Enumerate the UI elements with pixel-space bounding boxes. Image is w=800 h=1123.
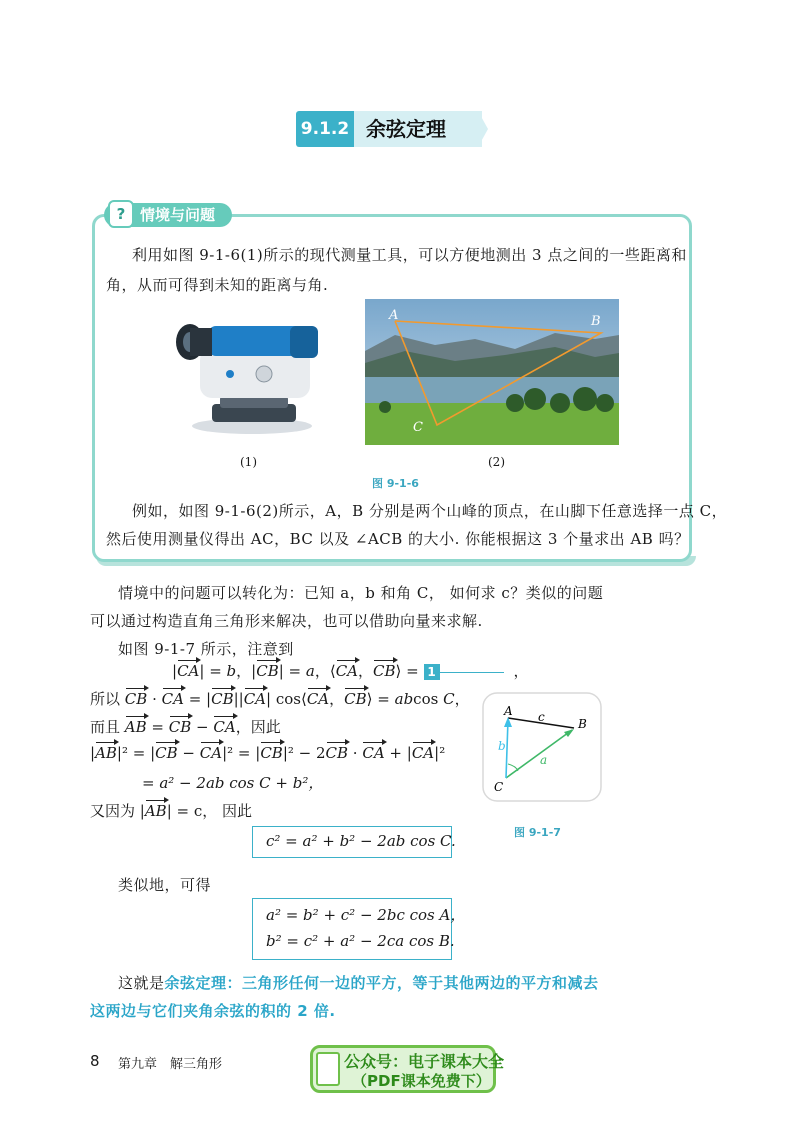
photo2-label-b: B <box>591 314 601 329</box>
book-icon <box>316 1052 340 1086</box>
cosine-law-variant-b: b² = c² + a² − 2ca cos B. <box>266 932 455 950</box>
section-header <box>296 111 490 147</box>
conclusion-prefix: 这就是 <box>118 974 165 992</box>
chapter-title: 第九章 解三角形 <box>118 1057 223 1072</box>
math-line6-suffix: ，因此 <box>235 718 281 736</box>
cosine-law-term: 余弦定理 <box>164 974 227 992</box>
section-title: 余弦定理 <box>354 111 482 147</box>
vertex-b-label: B <box>578 717 587 731</box>
photo1-caption: (1) <box>240 455 257 469</box>
vertex-a-label: A <box>504 704 513 718</box>
math-line9-prefix: 又因为 | <box>90 802 145 820</box>
situation-p1-line1: 利用如图 9-1-6(1)所示的现代测量工具，可以方便地测出 3 点之间的一些距离和 <box>132 246 687 264</box>
conclusion-statement-part1: ：三角形任何一边的平方，等于其他两边的平方和减去 <box>226 974 599 992</box>
side-a-label: a <box>540 753 548 767</box>
math-line-dot-product: 所以 CB · CA = |CB||CA| cos⟨CA，CB⟩ = abcos C， <box>90 690 470 708</box>
situation-p2-line1: 例如，如图 9-1-6(2)所示，A，B 分别是两个山峰的顶点，在山脚下任意选择一点 C， <box>132 502 728 520</box>
body-similarly: 类似地，可得 <box>118 876 212 894</box>
body-line2: 可以通过构造直角三角形来解决，也可以借助向量来求解. <box>90 612 483 630</box>
question-icon: ? <box>108 200 134 228</box>
cosine-law-variant-a: a² = b² + c² − 2bc cos A， <box>266 906 466 924</box>
situation-p2-line2: 然后使用测量仪得出 AC，BC 以及 ∠ACB 的大小. 你能根据这 3 个量求出 AB 吗？ <box>106 530 690 548</box>
math-line-result: = a² − 2ab cos C + b²， <box>142 774 324 792</box>
math-line5-prefix: 所以 <box>90 690 121 708</box>
photo2-label-c: C <box>413 420 423 435</box>
cosine-law-formula: c² = a² + b² − 2ab cos C. <box>266 832 456 850</box>
body-line3: 如图 9-1-7 所示，注意到 <box>118 640 294 658</box>
triangle-figure <box>482 692 602 802</box>
math-line-difference: 而且 AB = CB − CA，因此 <box>90 718 281 736</box>
side-b-label: b <box>498 739 506 753</box>
conclusion-line1 <box>118 968 599 998</box>
figure-9-1-6-label: 图 9-1-6 <box>372 477 419 490</box>
side-c-label: c <box>538 710 545 724</box>
figure-9-1-7-label: 图 9-1-7 <box>514 826 561 839</box>
photo2-caption: (2) <box>488 455 505 469</box>
photo2-label-a: A <box>389 308 399 323</box>
situation-tag-label: 情境与问题 <box>140 206 216 224</box>
mountain-landscape-photo <box>365 299 619 445</box>
page-number: 8 <box>90 1052 100 1070</box>
math-line-ab-equals-c: 又因为 |AB| = c， 因此 <box>90 802 253 820</box>
math-line-magnitudes: |CA| = b，|CB| = a，⟨CA，CB⟩ = 1 ， <box>172 662 529 680</box>
math-line9-suffix: | = c， 因此 <box>166 802 253 820</box>
surveying-instrument-photo <box>160 308 340 438</box>
math-line6-prefix: 而且 <box>90 718 121 736</box>
watermark-line1: 公众号：电子课本大全 <box>344 1052 505 1071</box>
math-line-square-expansion: |AB|² = |CB − CA|² = |CB|² − 2CB · CA + |CA|² <box>90 744 446 762</box>
section-number: 9.1.2 <box>296 111 354 147</box>
fill-blank-line[interactable] <box>440 672 504 673</box>
watermark-line2: （PDF课本免费下） <box>352 1072 491 1090</box>
vertex-c-label: C <box>494 780 504 794</box>
fill-blank-number: 1 <box>424 664 440 680</box>
conclusion-statement-part2: 这两边与它们夹角余弦的积的 2 倍. <box>90 1002 336 1020</box>
section-header-tail <box>478 111 488 147</box>
situation-p1-line2: 角，从而可得到未知的距离与角. <box>106 276 329 294</box>
body-line1: 情境中的问题可以转化为：已知 a，b 和角 C， 如何求 c？类似的问题 <box>118 584 604 602</box>
